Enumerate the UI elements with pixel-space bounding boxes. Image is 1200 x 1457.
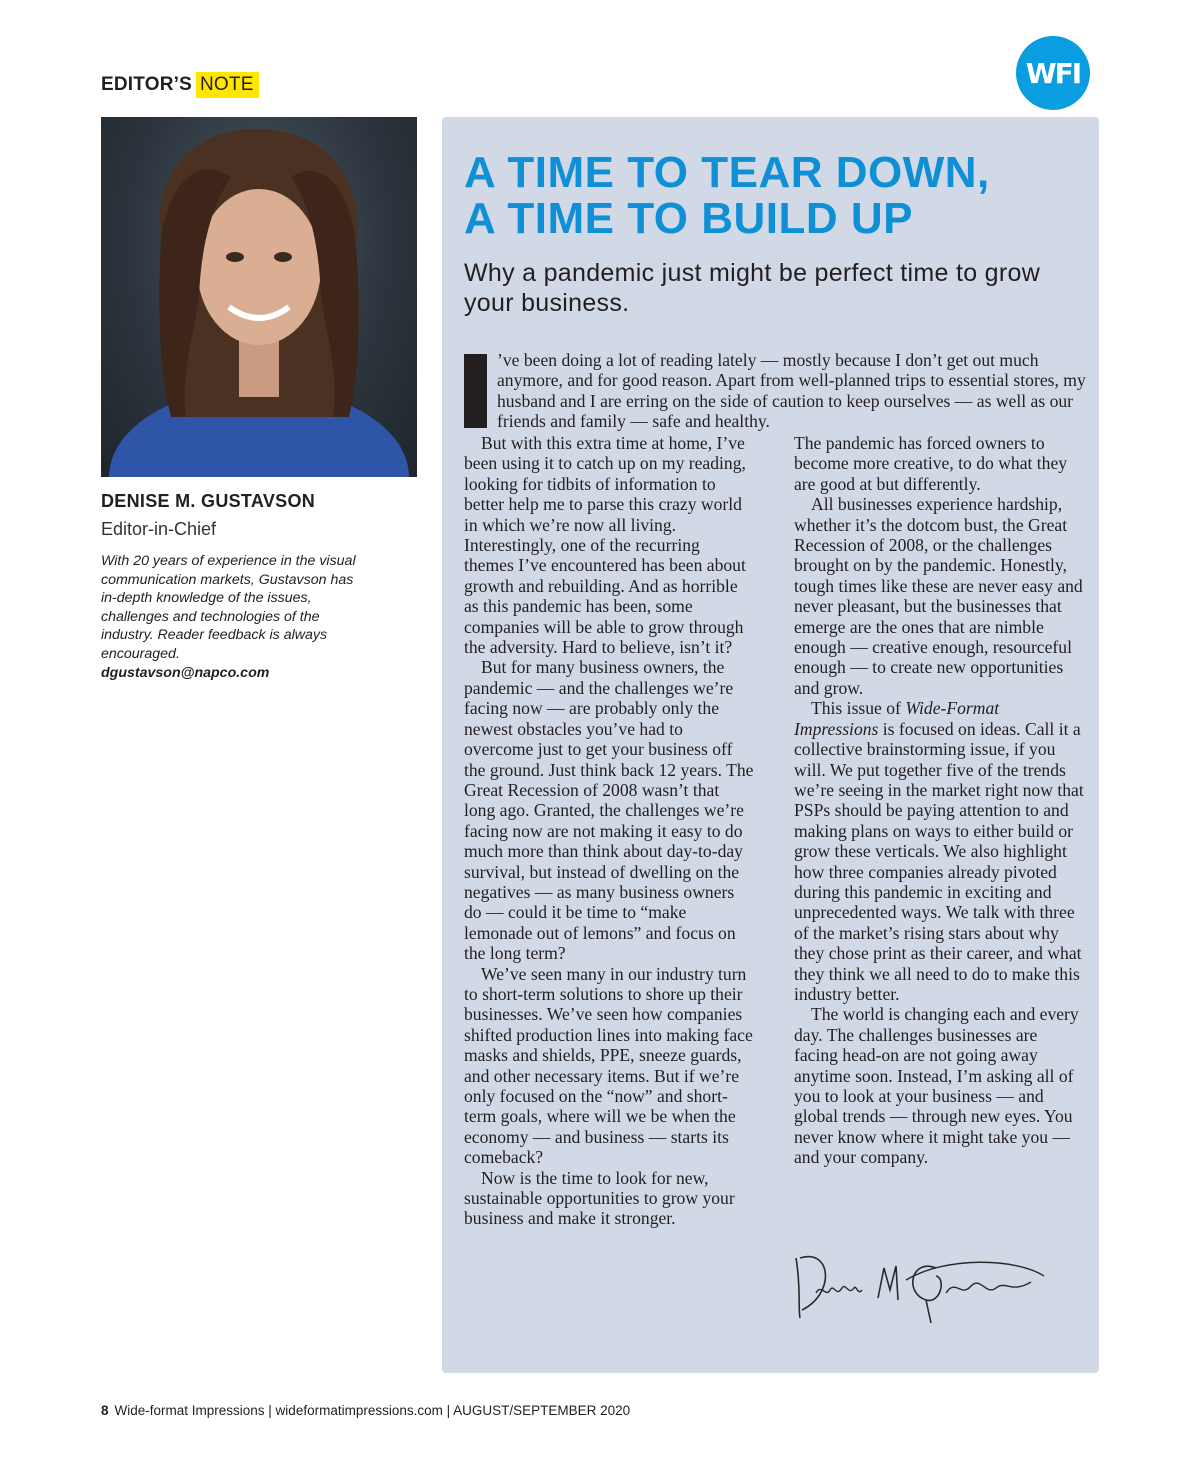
footer-text: Wide-format Impressions | wideformatimpressions.com | AUGUST/SEPTEMBER 2020 bbox=[114, 1403, 631, 1418]
body-paragraph: The pandemic has forced owners to become more creative, to do what they are good at but differently. bbox=[794, 433, 1068, 494]
body-paragraph: All businesses experience hardship, whether it’s the dotcom bust, the Great Recession of 2008, or the challenges brought on by the pandemic. Honestly, tough times like these are never easy and never pleasant, but the businesses that emerge are the ones that are nimble enough — creative enough, resourceful enough — to create new opportunities and grow. bbox=[794, 494, 1083, 698]
headline-line-1: A TIME TO TEAR DOWN, bbox=[464, 148, 990, 197]
body-paragraph: But with this extra time at home, I’ve been using it to catch up on my reading, looking for tidbits of information to better help me to parse this crazy world in which we’re now all living. Interestingly, one of the recurring themes I’ve encountered has been about growth and rebuilding. And as horrible as this pandemic has been, some companies will be able to grow through the adversity. Hard to believe, isn’t it? bbox=[464, 433, 746, 658]
body-paragraph: We’ve seen many in our industry turn to short-term solutions to shore up their businesses. We’ve seen how companies shifted production lines into making face masks and shields, PPE, sneeze guards, and other necessary items. But if we’re only focused on the “now” and short-term goals, where will we be when the economy — and business — starts its comeback? bbox=[464, 963, 753, 1168]
article-column-1 bbox=[464, 433, 754, 1229]
author-bio bbox=[101, 552, 371, 682]
wfi-logo bbox=[1016, 36, 1090, 110]
page-footer bbox=[101, 1403, 630, 1418]
author-title: Editor-in-Chief bbox=[101, 519, 217, 539]
article-intro bbox=[464, 350, 1084, 432]
intro-paragraph: ’ve been doing a lot of reading lately — mostly because I don’t get out much anymore, and for good reason. Apart from well-planned trips to essential stores, my husband and I are erring on the side of caution to keep ourselves — as well as our friends and family — safe and healthy. bbox=[497, 350, 1086, 432]
drop-cap-i bbox=[464, 354, 487, 428]
author-bio-text: With 20 years of experience in the visual communication markets, Gustavson has in-depth knowledge of the issues, challenges and technologies of the industry. Reader feedback is always encouraged. bbox=[101, 553, 356, 662]
wfi-logo-text: WFI bbox=[1025, 56, 1081, 90]
body-text: is focused on ideas. Call it a collective brainstorming issue, if you will. We put together five of the trends we’re seeing in the market right now that PSPs should be paying attention to and making plans on ways to either build or grow these verticals. We also highlight how three companies already pivoted during this pandemic in exciting and unprecedented ways. We talk with three of the market’s rising stars about why they chose print as their career, and what they think we all need to do to make this industry better. bbox=[794, 718, 1084, 1004]
article-headline bbox=[464, 150, 1094, 242]
article-subhead: Why a pandemic just might be perfect time to grow your business. bbox=[464, 259, 1041, 317]
section-label-bold: EDITOR’S bbox=[101, 74, 192, 95]
page-number: 8 bbox=[101, 1403, 109, 1418]
author-signature bbox=[786, 1238, 1056, 1328]
body-paragraph bbox=[794, 698, 1084, 1004]
body-paragraph: Now is the time to look for new, sustainable opportunities to grow your business and make it stronger. bbox=[464, 1167, 735, 1229]
section-label-highlight: NOTE bbox=[196, 72, 259, 98]
body-paragraph: The world is changing each and every day. The challenges businesses are facing head-on are not going away anytime soon. Instead, I’m asking all of you to look at your business — and global trends — through new eyes. You never know where it might take you — and your company. bbox=[794, 1004, 1079, 1168]
author-portrait-illustration bbox=[101, 117, 417, 477]
author-photo bbox=[101, 117, 417, 477]
headline-line-2: A TIME TO BUILD UP bbox=[464, 194, 913, 243]
body-paragraph: But for many business owners, the pandemic — and the challenges we’re facing now — are probably only the newest obstacles you’ve had to overcome just to get your business off the ground. Just think back 12 years. The Great Recession of 2008 wasn’t that long ago. Granted, the challenges we’re facing now are not making it easy to do much more than think about day-to-day survival, but instead of dwelling on the negatives — as many business owners do — could it be time to “make lemonade out of lemons” and focus on the long term? bbox=[464, 657, 754, 964]
author-email-link[interactable]: dgustavson@napco.com bbox=[101, 664, 270, 681]
section-label bbox=[101, 72, 259, 98]
article-column-2 bbox=[794, 433, 1084, 1168]
publication-title: Wide-Format Impressions bbox=[794, 698, 1000, 739]
author-name: DENISE M. GUSTAVSON bbox=[101, 491, 316, 511]
body-text: This issue of bbox=[811, 698, 906, 719]
